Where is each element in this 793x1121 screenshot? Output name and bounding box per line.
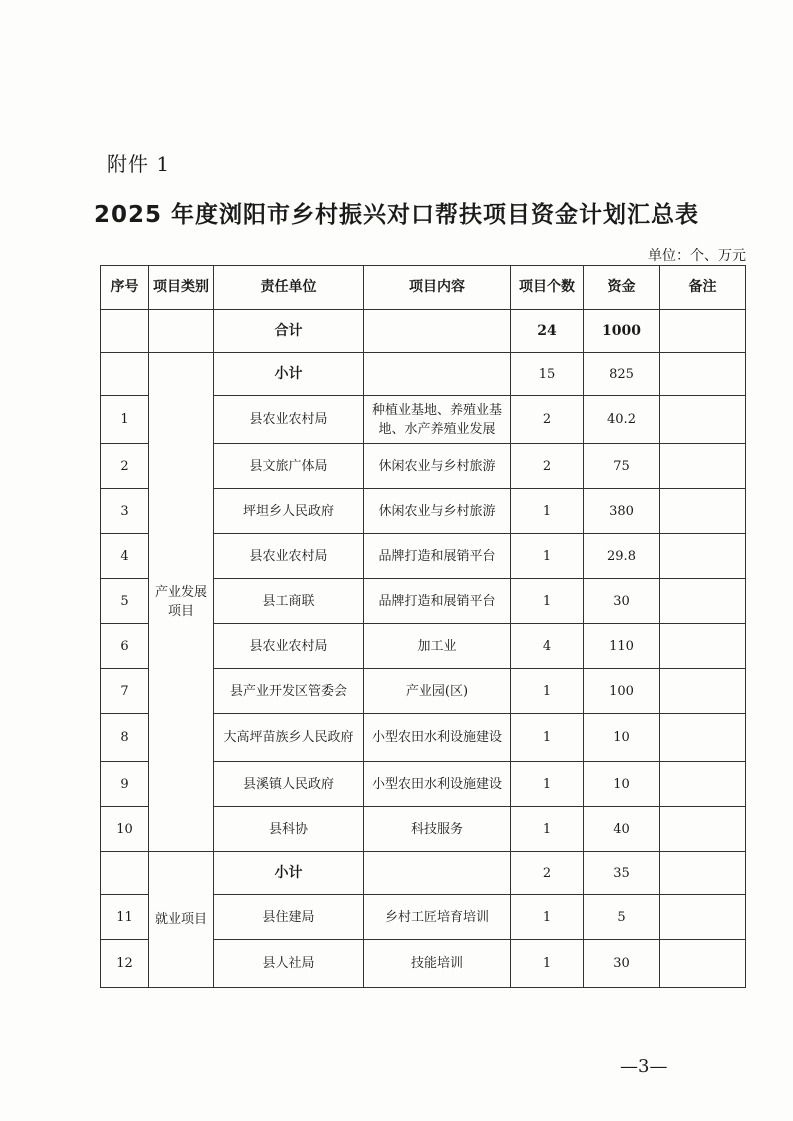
- row-no: 5: [101, 579, 149, 624]
- row-amount: 5: [584, 895, 660, 940]
- row-content: 加工业: [364, 624, 511, 669]
- row-remark: [660, 895, 746, 940]
- row-no: 4: [101, 534, 149, 579]
- row-unit: 县住建局: [214, 895, 364, 940]
- attachment-label: 附件 1: [107, 152, 171, 176]
- row-remark: [660, 807, 746, 852]
- fund-plan-table: [100, 265, 746, 988]
- cell-empty: [364, 353, 511, 396]
- row-content: 休闲农业与乡村旅游: [364, 444, 511, 489]
- subtotal-count: 15: [511, 353, 584, 396]
- cell-empty: [101, 353, 149, 396]
- cell-empty: [149, 310, 214, 353]
- cell-empty: [101, 310, 149, 353]
- row-no: 8: [101, 714, 149, 762]
- subtotal-label: 小计: [214, 353, 364, 396]
- row-no: 12: [101, 940, 149, 988]
- row-content: 乡村工匠培育培训: [364, 895, 511, 940]
- col-header-count: 项目个数: [511, 266, 584, 310]
- row-unit: 县文旅广体局: [214, 444, 364, 489]
- row-remark: [660, 579, 746, 624]
- subtotal-count: 2: [511, 852, 584, 895]
- row-content: 休闲农业与乡村旅游: [364, 489, 511, 534]
- category-cell: 就业项目: [149, 852, 214, 988]
- document-title: 2025 年度浏阳市乡村振兴对口帮扶项目资金计划汇总表: [93, 202, 700, 228]
- row-amount: 40.2: [584, 396, 660, 444]
- row-amount: 110: [584, 624, 660, 669]
- row-unit: 县人社局: [214, 940, 364, 988]
- row-content: 品牌打造和展销平台: [364, 579, 511, 624]
- row-remark: [660, 714, 746, 762]
- row-amount: 30: [584, 940, 660, 988]
- total-count: 24: [511, 310, 584, 353]
- subtotal-amount: 35: [584, 852, 660, 895]
- page-number: —3—: [620, 1056, 668, 1077]
- row-count: 1: [511, 940, 584, 988]
- row-no: 6: [101, 624, 149, 669]
- unit-note: 单位：个、万元: [648, 248, 746, 264]
- row-remark: [660, 444, 746, 489]
- row-no: 9: [101, 762, 149, 807]
- row-count: 1: [511, 534, 584, 579]
- row-count: 2: [511, 396, 584, 444]
- row-count: 1: [511, 714, 584, 762]
- subtotal-label: 小计: [214, 852, 364, 895]
- row-count: 1: [511, 762, 584, 807]
- row-unit: 县产业开发区管委会: [214, 669, 364, 714]
- row-count: 1: [511, 579, 584, 624]
- category-cell: 产业发展项目: [149, 353, 214, 852]
- col-header-content: 项目内容: [364, 266, 511, 310]
- table-header-row: [101, 266, 746, 310]
- subtotal-row: [101, 353, 746, 396]
- cell-empty: [660, 310, 746, 353]
- row-count: 1: [511, 895, 584, 940]
- row-unit: 县农业农村局: [214, 396, 364, 444]
- row-unit: 县溪镇人民政府: [214, 762, 364, 807]
- total-amount: 1000: [584, 310, 660, 353]
- row-remark: [660, 940, 746, 988]
- row-content: 科技服务: [364, 807, 511, 852]
- row-unit: 大高坪苗族乡人民政府: [214, 714, 364, 762]
- row-content: 小型农田水利设施建设: [364, 714, 511, 762]
- row-count: 1: [511, 669, 584, 714]
- cell-empty: [660, 852, 746, 895]
- row-content: 技能培训: [364, 940, 511, 988]
- row-no: 10: [101, 807, 149, 852]
- row-amount: 10: [584, 762, 660, 807]
- row-content: 产业园(区): [364, 669, 511, 714]
- row-no: 3: [101, 489, 149, 534]
- row-unit: 县工商联: [214, 579, 364, 624]
- row-count: 1: [511, 489, 584, 534]
- total-row: [101, 310, 746, 353]
- row-count: 2: [511, 444, 584, 489]
- row-amount: 30: [584, 579, 660, 624]
- row-unit: 县科协: [214, 807, 364, 852]
- row-remark: [660, 762, 746, 807]
- row-amount: 100: [584, 669, 660, 714]
- row-remark: [660, 534, 746, 579]
- row-amount: 380: [584, 489, 660, 534]
- row-amount: 29.8: [584, 534, 660, 579]
- subtotal-row: [101, 852, 746, 895]
- row-unit: 县农业农村局: [214, 534, 364, 579]
- col-header-unit: 责任单位: [214, 266, 364, 310]
- row-remark: [660, 489, 746, 534]
- cell-empty: [364, 852, 511, 895]
- col-header-remark: 备注: [660, 266, 746, 310]
- cell-empty: [364, 310, 511, 353]
- col-header-category: 项目类别: [149, 266, 214, 310]
- row-unit: 县农业农村局: [214, 624, 364, 669]
- row-content: 品牌打造和展销平台: [364, 534, 511, 579]
- row-amount: 40: [584, 807, 660, 852]
- row-no: 11: [101, 895, 149, 940]
- row-content: 种植业基地、养殖业基地、水产养殖业发展: [364, 396, 511, 444]
- subtotal-amount: 825: [584, 353, 660, 396]
- row-remark: [660, 396, 746, 444]
- row-unit: 坪坦乡人民政府: [214, 489, 364, 534]
- row-remark: [660, 669, 746, 714]
- row-amount: 10: [584, 714, 660, 762]
- row-count: 4: [511, 624, 584, 669]
- row-content: 小型农田水利设施建设: [364, 762, 511, 807]
- row-no: 7: [101, 669, 149, 714]
- row-remark: [660, 624, 746, 669]
- row-count: 1: [511, 807, 584, 852]
- cell-empty: [101, 852, 149, 895]
- row-amount: 75: [584, 444, 660, 489]
- col-header-no: 序号: [101, 266, 149, 310]
- row-no: 1: [101, 396, 149, 444]
- total-label: 合计: [214, 310, 364, 353]
- cell-empty: [660, 353, 746, 396]
- row-no: 2: [101, 444, 149, 489]
- col-header-amount: 资金: [584, 266, 660, 310]
